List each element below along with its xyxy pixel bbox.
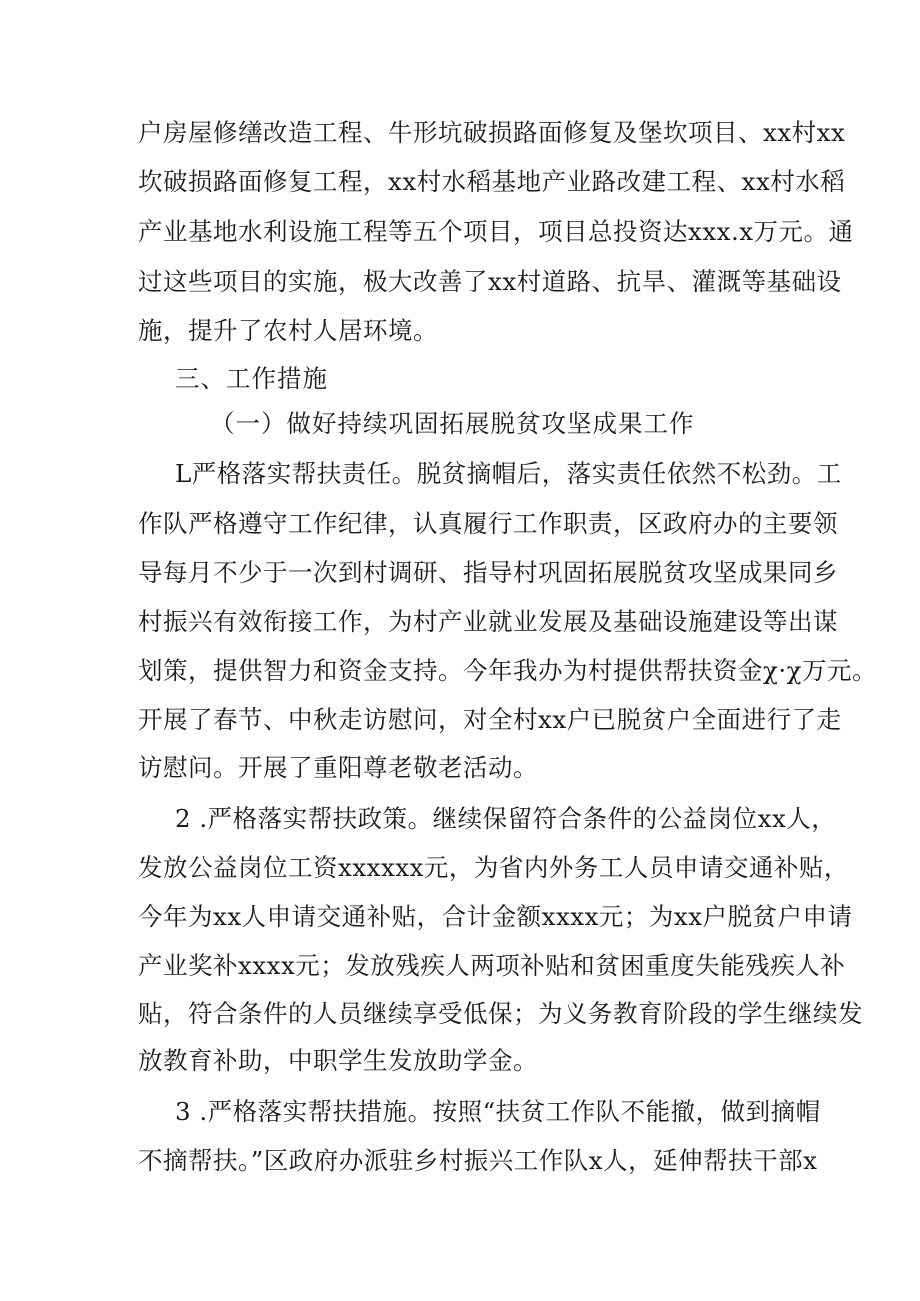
para2-line-2: 作队严格遵守工作纪律，认真履行工作职责，区政府办的主要领	[138, 509, 838, 538]
para3-line-1: 2 .严格落实帮扶政策。继续保留符合条件的公益岗位xx人，	[175, 804, 837, 833]
para2-line-3: 导每月不少于一次到村调研、指导村巩固拓展脱贫攻坚成果同乡	[138, 558, 838, 587]
para2-line-7: 访慰问。开展了重阳尊老敬老活动。	[138, 753, 538, 782]
para1-line-4: 过这些项目的实施，极大改善了xx村道路、抗旱、灌溉等基础设	[138, 267, 842, 296]
para3-line-5: 贴，符合条件的人员继续享受低保；为义务教育阶段的学生继续发	[138, 999, 863, 1028]
para1-line-3: 产业基地水利设施工程等五个项目，项目总投资达xxx.x万元。通	[138, 217, 854, 246]
para4-line-1: 3 .严格落实帮扶措施。按照“扶贫工作队不能撤，做到摘帽	[175, 1097, 821, 1126]
para2-line-5: 划策，提供智力和资金支持。今年我办为村提供帮扶资金χ·χ万元。	[138, 656, 877, 685]
para1-line-5: 施，提升了农村人居环境。	[138, 316, 438, 345]
para2-line-6: 开展了春节、中秋走访慰问，对全村xx户已脱贫户全面进行了走	[138, 705, 842, 734]
para3-line-2: 发放公益岗位工资xxxxxx元，为省内外务工人员申请交通补贴，	[138, 853, 849, 882]
para2-line-4: 村振兴有效衔接工作，为村产业就业发展及基础设施建设等出谋	[138, 607, 838, 636]
para3-line-3: 今年为xx人申请交通补贴，合计金额xxxx元；为xx户脱贫户申请	[138, 902, 853, 931]
subsection-heading: （一）做好持续巩固拓展脱贫攻坚成果工作	[210, 409, 695, 438]
para3-line-6: 放教育补助，中职学生发放助学金。	[138, 1046, 538, 1075]
para2-line-1: L严格落实帮扶责任。脱贫摘帽后，落实责任依然不松劲。工	[175, 459, 842, 488]
para1-line-1: 户房屋修缮改造工程、牛形坑破损路面修复及堡坎项目、xx村xx	[138, 118, 846, 147]
para4-line-2: 不摘帮扶。”区政府办派驻乡村振兴工作队x人，延伸帮扶干部x	[138, 1146, 818, 1175]
section-heading: 三、工作措施	[175, 364, 328, 393]
para3-line-4: 产业奖补xxxx元；发放残疾人两项补贴和贫困重度失能残疾人补	[138, 951, 846, 980]
para1-line-2: 坎破损路面修复工程，xx村水稻基地产业路改建工程、xx村水稻	[138, 167, 846, 196]
